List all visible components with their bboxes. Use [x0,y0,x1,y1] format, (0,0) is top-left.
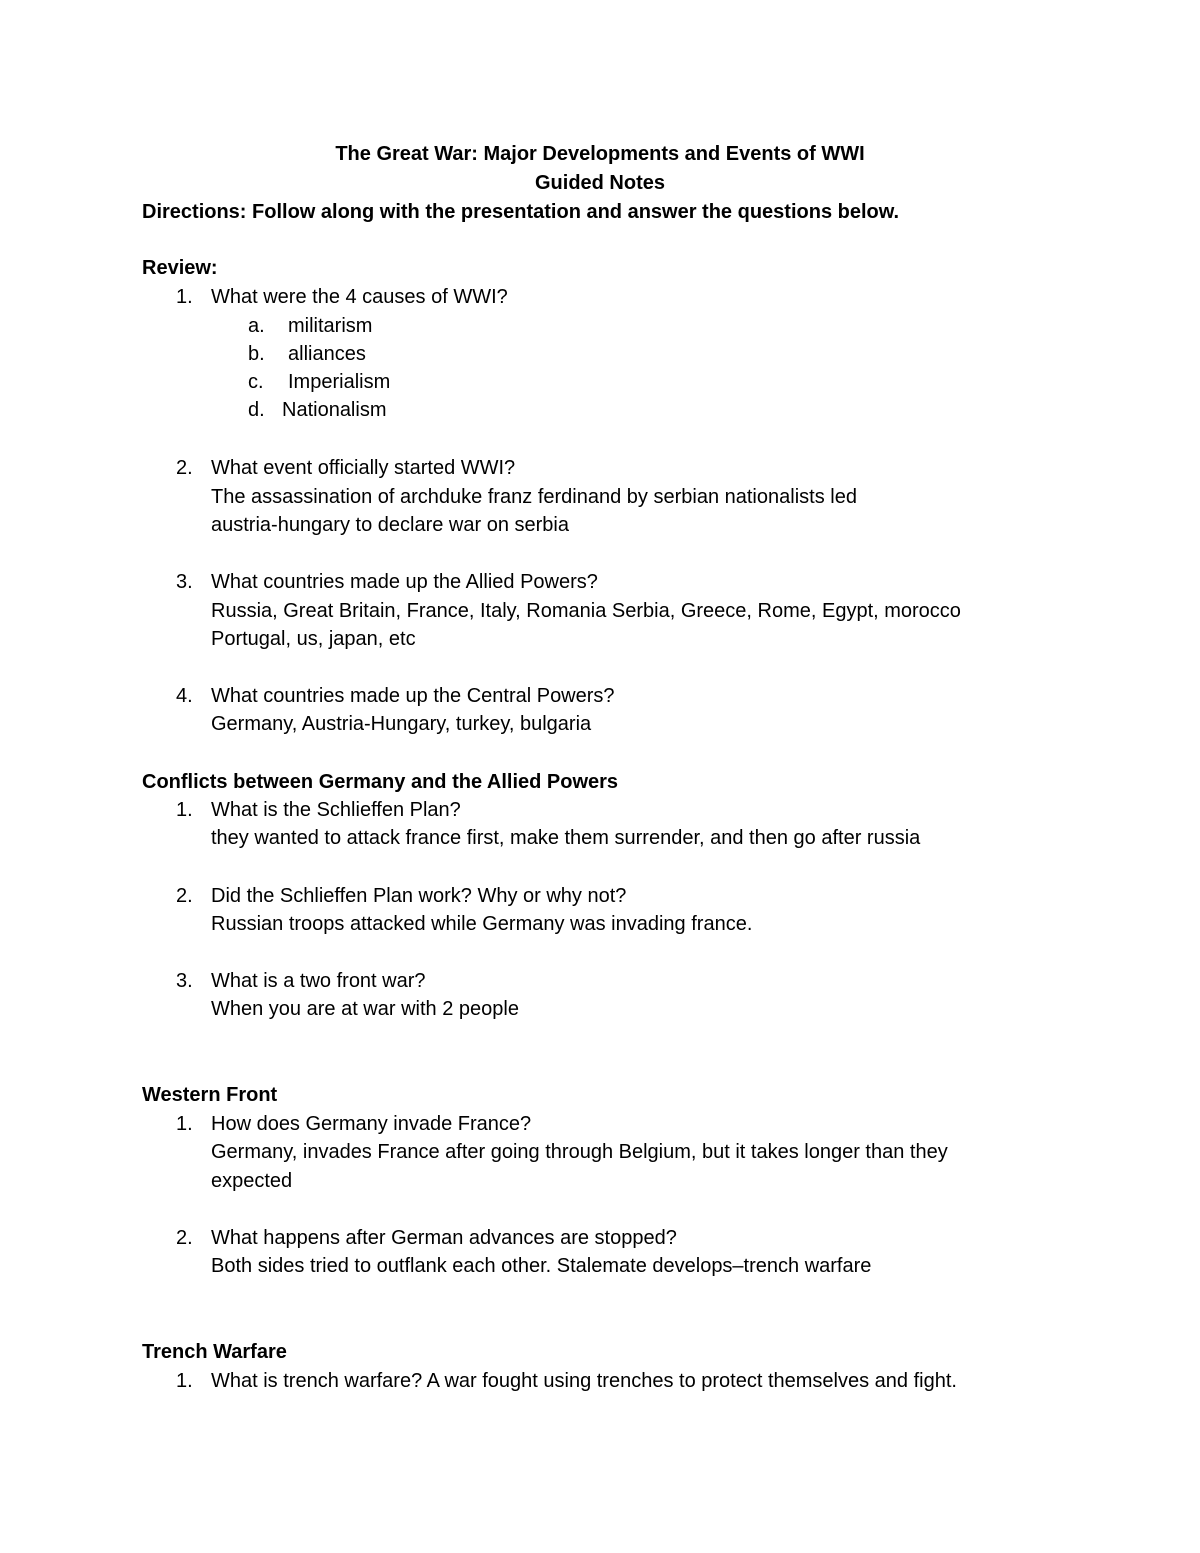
question-number: 1. [176,286,193,308]
section-heading-review: Review: [142,257,218,279]
subitem-text: Nationalism [282,399,387,421]
question-text: What is trench warfare? A war fought using trenches to protect themselves and fight. [211,1370,957,1392]
answer-text: Russian troops attacked while Germany was invading france. [211,913,753,935]
answer-text: austria-hungary to declare war on serbia [211,514,569,536]
question-text: What event officially started WWI? [211,457,516,479]
question-text: What happens after German advances are stopped? [211,1227,677,1249]
subitem-letter: b. [248,343,265,365]
subitem-letter: a. [248,315,265,337]
answer-text: When you are at war with 2 people [211,998,519,1020]
answer-text: Both sides tried to outflank each other. Stalemate develops–trench warfare [211,1255,872,1277]
answer-text: Russia, Great Britain, France, Italy, Romania Serbia, Greece, Rome, Egypt, morocco [211,600,961,622]
question-number: 2. [176,1227,193,1249]
answer-text: Germany, Austria-Hungary, turkey, bulgaria [211,713,592,735]
document-subtitle: Guided Notes [534,172,665,194]
question-text: What were the 4 causes of WWI? [211,286,508,308]
question-text: What is a two front war? [211,970,426,992]
question-text: What is the Schlieffen Plan? [211,799,461,821]
answer-text: they wanted to attack france first, make them surrender, and then go after russia [211,827,921,849]
answer-text: The assassination of archduke franz ferdinand by serbian nationalists led [211,486,857,508]
question-number: 2. [176,885,193,907]
question-text: How does Germany invade France? [211,1113,532,1135]
question-text: Did the Schlieffen Plan work? Why or why not? [211,885,627,907]
answer-text: Portugal, us, japan, etc [211,628,416,650]
answer-text: Germany, invades France after going through Belgium, but it takes longer than they [211,1141,948,1163]
section-heading-trench-warfare: Trench Warfare [142,1341,287,1363]
subitem-letter: c. [248,371,264,393]
question-number: 1. [176,1113,193,1135]
question-number: 2. [176,457,193,479]
answer-text: expected [211,1170,293,1192]
question-number: 3. [176,571,193,593]
subitem-letter: d. [248,399,265,421]
question-number: 1. [176,1370,193,1392]
document-title: The Great War: Major Developments and Events of WWI [335,143,865,165]
question-number: 4. [176,685,193,707]
section-heading-conflicts: Conflicts between Germany and the Allied Powers [142,771,619,793]
question-number: 1. [176,799,193,821]
subitem-text: militarism [288,315,373,337]
question-text: What countries made up the Allied Powers? [211,571,598,593]
question-number: 3. [176,970,193,992]
directions: Directions: Follow along with the presentation and answer the questions below. [142,201,900,223]
section-heading-western-front: Western Front [142,1084,278,1106]
subitem-text: Imperialism [288,371,391,393]
subitem-text: alliances [288,343,366,365]
question-text: What countries made up the Central Powers? [211,685,615,707]
